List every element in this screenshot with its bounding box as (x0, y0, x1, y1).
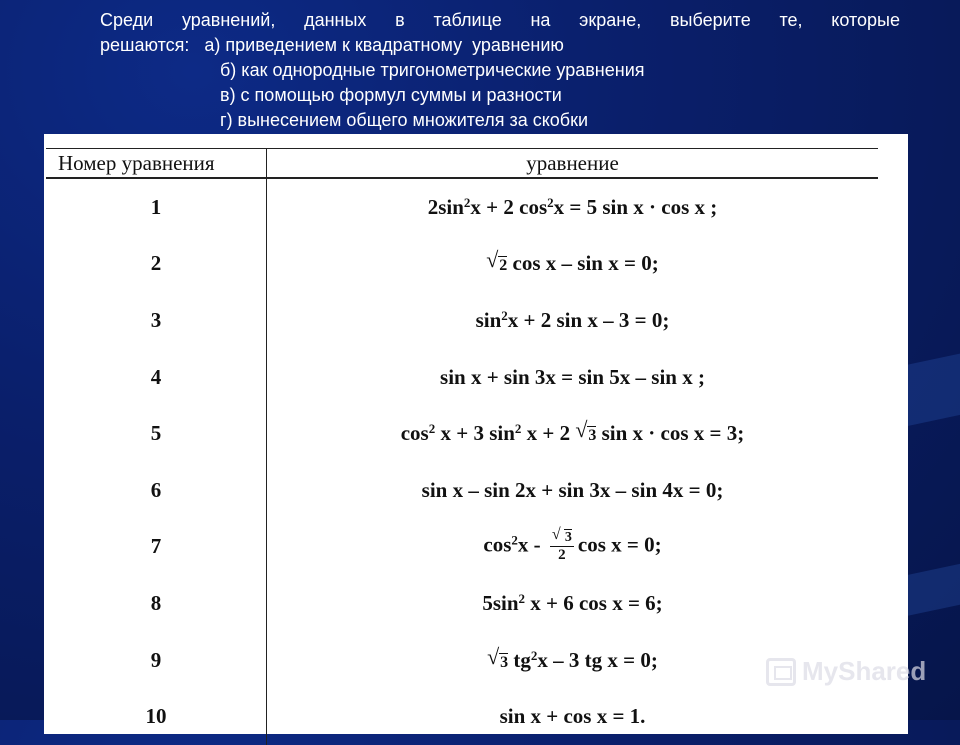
header-line-2: решаются: а) приведением к квадратному уравнению (100, 35, 564, 55)
header-word: данных (304, 10, 367, 30)
table-row (46, 462, 878, 519)
equations-sheet (44, 134, 908, 734)
equation-number: 10 (46, 688, 267, 745)
equation-number: 6 (46, 462, 267, 519)
equation-number: 1 (46, 178, 267, 236)
equation-formula: sin x – sin 2x + sin 3x – sin 4x = 0; (421, 477, 724, 502)
equation-formula: sin x + sin 3x = sin 5x – sin x ; (440, 364, 705, 389)
equation-formula: $\cos^2x$ - √ 3 2 cos x = 0; (483, 526, 662, 564)
equation-number: 8 (46, 575, 267, 632)
table-header-row (46, 149, 878, 179)
equation-number: 9 (46, 632, 267, 689)
equation-number: 5 (46, 405, 267, 462)
myshared-watermark (766, 656, 926, 687)
equation-formula: $5\sin^2$ x + 6 cos x = 6; (482, 590, 663, 615)
equation-formula: √ 2 cos x – sin x = 0; (486, 247, 659, 276)
equation-number: 2 (46, 236, 267, 293)
table-row (46, 688, 878, 745)
table-row (46, 178, 878, 236)
table-row (46, 349, 878, 406)
myshared-logo-icon (766, 658, 796, 686)
equation-formula: $\sin^2x + 2$ sin x – 3 = 0; (475, 307, 670, 332)
equation-number: 4 (46, 349, 267, 406)
equation-formula: $\cos^2 x + 3$ $\sin^2 x + 2$ √ 3 sin x · cos x = 3; (400, 417, 745, 446)
option-b: б) как однородные тригонометрические уравнения (220, 60, 645, 80)
table-row (46, 519, 878, 576)
equation-formula: √ 3 $tg^2x - 3$ tg x = 0; (487, 643, 658, 672)
table-row (46, 236, 878, 293)
equation-formula: sin x + cos x = 1. (499, 704, 646, 729)
equation-number: 7 (46, 519, 267, 576)
table-row (46, 575, 878, 632)
equation-formula: $2\sin^2x + 2$ $\cos^2x = 5$ sin x · cos x ; (427, 194, 718, 219)
header-word: в (395, 10, 405, 30)
header-word: экране, (579, 10, 642, 30)
header-line-1 (100, 8, 900, 33)
header-word: те, (779, 10, 803, 30)
header-word: Среди (100, 10, 154, 30)
column-header-number: Номер уравнения (46, 149, 267, 179)
header-word: которые (831, 10, 900, 30)
option-c: в) с помощью формул суммы и разности (220, 85, 562, 105)
header-word: на (530, 10, 551, 30)
column-header-equation: уравнение (267, 149, 879, 179)
watermark-text: MyShared (802, 656, 927, 686)
table-row (46, 405, 878, 462)
header-word: уравнений, (181, 10, 276, 30)
table-row (46, 632, 878, 689)
option-d: г) вынесением общего множителя за скобки (220, 110, 589, 130)
table-row (46, 292, 878, 349)
equation-number: 3 (46, 292, 267, 349)
task-header (100, 8, 900, 133)
header-word: выберите (669, 10, 751, 30)
equations-table (46, 148, 878, 745)
header-word: таблице (433, 10, 502, 30)
